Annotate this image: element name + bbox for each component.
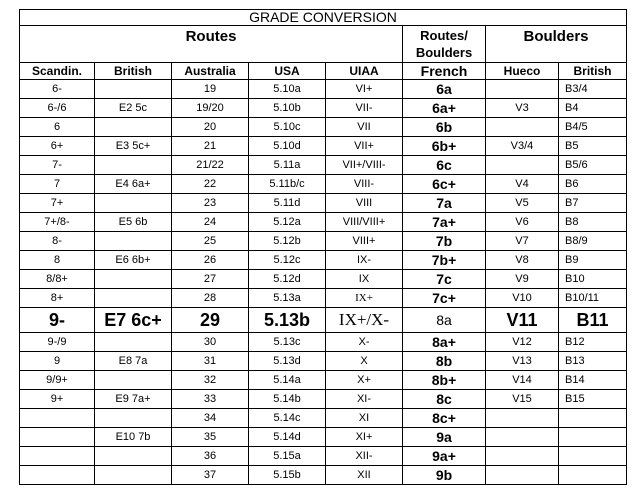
table-row (20, 289, 627, 308)
group-header-routes-boulders (403, 26, 486, 63)
cell-hueco (486, 80, 559, 99)
cell-usa: 5.15a (249, 447, 326, 466)
cell-british-boulders (559, 409, 627, 428)
cell-usa: 5.13d (249, 352, 326, 371)
cell-scandinavian: 6- (20, 80, 95, 99)
cell-french: 9a+ (403, 447, 486, 466)
cell-british-routes (95, 409, 172, 428)
cell-australia: 19/20 (172, 99, 249, 118)
cell-australia: 36 (172, 447, 249, 466)
cell-french: 6c (403, 156, 486, 175)
cell-scandinavian: 6-/6 (20, 99, 95, 118)
table-row (20, 409, 627, 428)
cell-usa: 5.14d (249, 428, 326, 447)
cell-british-boulders (559, 466, 627, 485)
cell-australia: 26 (172, 251, 249, 270)
cell-uiaa: VI+ (326, 80, 403, 99)
cell-australia: 27 (172, 270, 249, 289)
cell-usa: 5.11b/c (249, 175, 326, 194)
cell-uiaa: VIII+ (326, 232, 403, 251)
routes-boulders-line2: Boulders (415, 45, 473, 60)
cell-hueco (486, 447, 559, 466)
table-row (20, 194, 627, 213)
cell-french: 7c (403, 270, 486, 289)
cell-scandinavian: 7 (20, 175, 95, 194)
cell-hueco: V4 (486, 175, 559, 194)
cell-usa: 5.14c (249, 409, 326, 428)
cell-hueco (486, 466, 559, 485)
cell-british-boulders: B13 (559, 352, 627, 371)
column-header-british-boulders: British (559, 63, 627, 80)
cell-french: 6a+ (403, 99, 486, 118)
cell-scandinavian: 8 (20, 251, 95, 270)
cell-british-routes: E5 6b (95, 213, 172, 232)
cell-hueco (486, 428, 559, 447)
column-header-australia: Australia (172, 63, 249, 80)
cell-scandinavian: 8/8+ (20, 270, 95, 289)
cell-scandinavian: 9-/9 (20, 333, 95, 352)
cell-british-routes (95, 371, 172, 390)
table-row (20, 352, 627, 371)
cell-hueco: V11 (486, 308, 559, 333)
cell-british-routes (95, 270, 172, 289)
cell-british-boulders: B12 (559, 333, 627, 352)
cell-french: 6b+ (403, 137, 486, 156)
cell-french: 6a (403, 80, 486, 99)
table-title: GRADE CONVERSION (20, 10, 627, 26)
cell-scandinavian (20, 466, 95, 485)
routes-boulders-line1: Routes/ (420, 28, 468, 43)
cell-usa: 5.10c (249, 118, 326, 137)
cell-usa: 5.15b (249, 466, 326, 485)
cell-french: 8c (403, 390, 486, 409)
table-row (20, 390, 627, 409)
cell-uiaa: VIII- (326, 175, 403, 194)
cell-usa: 5.14a (249, 371, 326, 390)
cell-scandinavian: 7- (20, 156, 95, 175)
cell-french: 7c+ (403, 289, 486, 308)
column-header-usa: USA (249, 63, 326, 80)
cell-uiaa: IX- (326, 251, 403, 270)
cell-scandinavian: 8+ (20, 289, 95, 308)
table-row (20, 447, 627, 466)
cell-australia: 34 (172, 409, 249, 428)
cell-uiaa: XI+ (326, 428, 403, 447)
cell-australia: 20 (172, 118, 249, 137)
group-header-boulders: Boulders (486, 26, 627, 63)
column-header-uiaa: UIAA (326, 63, 403, 80)
cell-usa: 5.12a (249, 213, 326, 232)
cell-uiaa: IX (326, 270, 403, 289)
cell-british-routes (95, 156, 172, 175)
cell-hueco: V9 (486, 270, 559, 289)
cell-british-boulders: B15 (559, 390, 627, 409)
cell-british-boulders: B4/5 (559, 118, 627, 137)
cell-british-routes (95, 232, 172, 251)
cell-french: 7b (403, 232, 486, 251)
cell-australia: 30 (172, 333, 249, 352)
cell-scandinavian: 7+/8- (20, 213, 95, 232)
cell-australia: 28 (172, 289, 249, 308)
cell-uiaa: VII- (326, 99, 403, 118)
cell-uiaa: XI- (326, 390, 403, 409)
cell-french: 8b (403, 352, 486, 371)
table-row (20, 156, 627, 175)
cell-uiaa: VII+ (326, 137, 403, 156)
cell-australia: 31 (172, 352, 249, 371)
cell-british-boulders: B6 (559, 175, 627, 194)
cell-australia: 32 (172, 371, 249, 390)
table-row (20, 333, 627, 352)
cell-british-boulders (559, 447, 627, 466)
cell-scandinavian: 9- (20, 308, 95, 333)
cell-french: 8c+ (403, 409, 486, 428)
cell-french: 8a+ (403, 333, 486, 352)
cell-australia: 25 (172, 232, 249, 251)
title-row (20, 10, 627, 26)
cell-uiaa: X- (326, 333, 403, 352)
cell-british-boulders: B7 (559, 194, 627, 213)
cell-usa: 5.13c (249, 333, 326, 352)
cell-scandinavian: 8- (20, 232, 95, 251)
cell-british-routes (95, 118, 172, 137)
cell-uiaa: VII+/VIII- (326, 156, 403, 175)
cell-british-routes: E3 5c+ (95, 137, 172, 156)
column-header-scandinavian: Scandin. (20, 63, 95, 80)
cell-uiaa: VIII (326, 194, 403, 213)
table-row (20, 80, 627, 99)
cell-hueco: V6 (486, 213, 559, 232)
column-header-hueco: Hueco (486, 63, 559, 80)
cell-british-routes (95, 466, 172, 485)
cell-uiaa: X (326, 352, 403, 371)
cell-australia: 23 (172, 194, 249, 213)
cell-usa: 5.12d (249, 270, 326, 289)
cell-british-boulders: B8 (559, 213, 627, 232)
cell-usa: 5.14b (249, 390, 326, 409)
cell-uiaa: XI (326, 409, 403, 428)
cell-british-boulders: B5/6 (559, 156, 627, 175)
cell-french: 7a (403, 194, 486, 213)
cell-australia: 22 (172, 175, 249, 194)
cell-british-routes (95, 333, 172, 352)
cell-scandinavian (20, 409, 95, 428)
cell-scandinavian (20, 447, 95, 466)
cell-australia: 35 (172, 428, 249, 447)
cell-scandinavian: 6 (20, 118, 95, 137)
cell-french: 7b+ (403, 251, 486, 270)
cell-british-boulders: B5 (559, 137, 627, 156)
cell-usa: 5.10d (249, 137, 326, 156)
cell-usa: 5.10b (249, 99, 326, 118)
table-row (20, 175, 627, 194)
group-header-row (20, 26, 627, 63)
cell-australia: 21/22 (172, 156, 249, 175)
table-row (20, 371, 627, 390)
cell-british-routes: E9 7a+ (95, 390, 172, 409)
cell-uiaa: IX+/X- (326, 308, 403, 333)
cell-british-routes: E6 6b+ (95, 251, 172, 270)
cell-british-boulders (559, 428, 627, 447)
cell-french: 8b+ (403, 371, 486, 390)
cell-australia: 37 (172, 466, 249, 485)
cell-uiaa: XII (326, 466, 403, 485)
cell-british-routes: E10 7b (95, 428, 172, 447)
cell-uiaa: VIII/VIII+ (326, 213, 403, 232)
table-row (20, 308, 627, 333)
cell-british-boulders: B9 (559, 251, 627, 270)
cell-australia: 33 (172, 390, 249, 409)
cell-british-routes: E4 6a+ (95, 175, 172, 194)
cell-british-routes (95, 194, 172, 213)
cell-french: 6c+ (403, 175, 486, 194)
cell-british-boulders: B14 (559, 371, 627, 390)
cell-scandinavian: 9 (20, 352, 95, 371)
cell-scandinavian: 7+ (20, 194, 95, 213)
cell-british-boulders: B10/11 (559, 289, 627, 308)
cell-hueco: V14 (486, 371, 559, 390)
cell-scandinavian: 9/9+ (20, 371, 95, 390)
cell-british-routes: E8 7a (95, 352, 172, 371)
cell-hueco: V3/4 (486, 137, 559, 156)
cell-hueco (486, 118, 559, 137)
cell-australia: 24 (172, 213, 249, 232)
cell-usa: 5.11a (249, 156, 326, 175)
cell-french: 9b (403, 466, 486, 485)
column-header-french: French (403, 63, 486, 80)
cell-scandinavian (20, 428, 95, 447)
cell-french: 9a (403, 428, 486, 447)
cell-usa: 5.12c (249, 251, 326, 270)
column-header-british-routes: British (95, 63, 172, 80)
table-row (20, 251, 627, 270)
cell-british-routes (95, 80, 172, 99)
cell-hueco: V3 (486, 99, 559, 118)
cell-usa: 5.10a (249, 80, 326, 99)
cell-hueco: V10 (486, 289, 559, 308)
cell-hueco: V5 (486, 194, 559, 213)
cell-british-routes: E2 5c (95, 99, 172, 118)
cell-british-boulders: B3/4 (559, 80, 627, 99)
cell-australia: 19 (172, 80, 249, 99)
cell-australia: 29 (172, 308, 249, 333)
cell-uiaa: VII (326, 118, 403, 137)
cell-uiaa: XII- (326, 447, 403, 466)
table-row (20, 137, 627, 156)
cell-british-routes: E7 6c+ (95, 308, 172, 333)
table-row (20, 270, 627, 289)
cell-hueco (486, 156, 559, 175)
cell-french: 7a+ (403, 213, 486, 232)
cell-hueco: V13 (486, 352, 559, 371)
cell-usa: 5.11d (249, 194, 326, 213)
grade-conversion-sheet (19, 9, 627, 485)
cell-british-routes (95, 447, 172, 466)
table-row (20, 99, 627, 118)
grade-rows (20, 80, 627, 485)
column-header-row (20, 63, 627, 80)
table-row (20, 118, 627, 137)
cell-hueco: V7 (486, 232, 559, 251)
cell-french: 8a (403, 308, 486, 333)
cell-scandinavian: 9+ (20, 390, 95, 409)
cell-scandinavian: 6+ (20, 137, 95, 156)
table-row (20, 428, 627, 447)
cell-usa: 5.13b (249, 308, 326, 333)
table-row (20, 213, 627, 232)
cell-uiaa: X+ (326, 371, 403, 390)
table-row (20, 232, 627, 251)
cell-usa: 5.13a (249, 289, 326, 308)
table-row (20, 466, 627, 485)
cell-australia: 21 (172, 137, 249, 156)
cell-french: 6b (403, 118, 486, 137)
cell-hueco (486, 409, 559, 428)
cell-british-boulders: B10 (559, 270, 627, 289)
cell-usa: 5.12b (249, 232, 326, 251)
cell-uiaa: IX+ (326, 289, 403, 308)
grade-conversion-table (19, 9, 627, 485)
cell-british-routes (95, 289, 172, 308)
cell-hueco: V15 (486, 390, 559, 409)
cell-british-boulders: B4 (559, 99, 627, 118)
cell-hueco: V12 (486, 333, 559, 352)
cell-british-boulders: B8/9 (559, 232, 627, 251)
cell-hueco: V8 (486, 251, 559, 270)
cell-british-boulders: B11 (559, 308, 627, 333)
group-header-routes: Routes (20, 26, 403, 63)
